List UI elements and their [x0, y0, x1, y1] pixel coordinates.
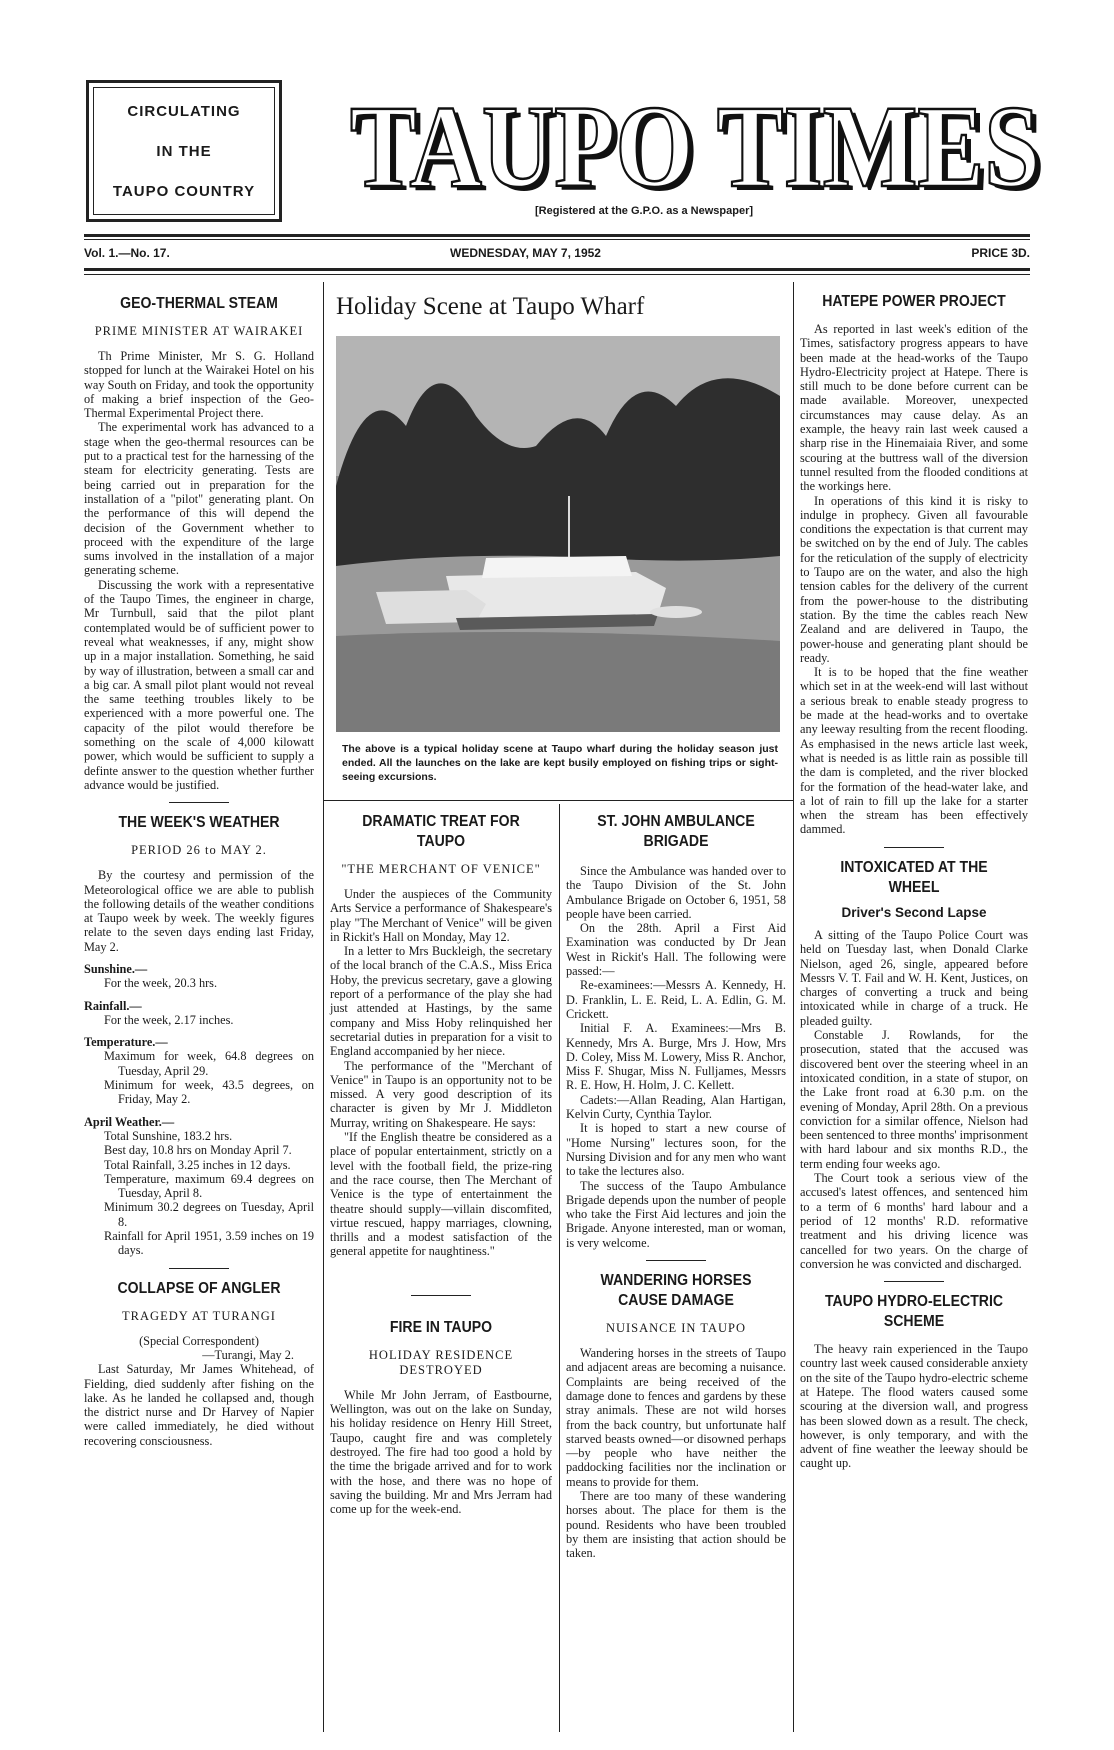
- angler-place: —Turangi, May 2.: [202, 1347, 294, 1362]
- ambulance-headline: ST. JOHN AMBULANCE BRIGADE: [597, 813, 755, 850]
- angler-body: Last Saturday, Mr James Whitehead, of Fielding, died suddenly after fishing on the lake. As he landed he collapsed and, though the district nurse and Dr Harvey of Napier were called immediately, he died without recovering consciousness.: [84, 1362, 314, 1448]
- temperature-label: Temperature.—: [84, 1035, 168, 1050]
- geothermal-subhead: PRIME MINISTER AT WAIRAKEI: [94, 324, 304, 338]
- angler-subhead: TRAGEDY AT TURANGI: [122, 1308, 276, 1323]
- wharf-photo: [336, 336, 780, 732]
- angler-correspondent: (Special Correspondent): [139, 1333, 259, 1348]
- horses-subhead: NUISANCE IN TAUPO: [605, 1321, 747, 1336]
- hydro-body: The heavy rain experienced in the Taupo country last week caused considerable anxiety on the site of the Taupo hydro-electric scheme at Hatepe. The flood waters caused some scouring at the diversion wall, and progress has been slowed down as a result. The check, however, is only temporary, and with the advent of fine weather the leeway should be caught up.: [800, 1342, 1028, 1471]
- geothermal-paragraph: Th Prime Minister, Mr S. G. Holland stopped for lunch at the Wairakei Hotel on his way South on Friday, and took the opportunity of making a brief inspection of the Geo-Thermal Experimental Project there.: [84, 349, 314, 421]
- column-center-left: [330, 812, 552, 1516]
- ambulance-paragraph: Since the Ambulance was handed over to the Taupo Division of the St. John Ambulance Brigade on October 6, 1951, 58 people have been carried.: [566, 864, 786, 921]
- fire-subhead: HOLIDAY RESIDENCE DESTROYED: [368, 1347, 514, 1377]
- dramatic-paragraph: The performance of the "Merchant of Venice" in Taupo is an opportunity not to be missed. A very good description of its character is given by Mr J. Middleton Murray, writing on Shakespeare. He says:: [330, 1058, 552, 1130]
- column-rule-3: [559, 804, 560, 1732]
- april-min: Minimum 30.2 degrees on Tuesday, April 8.: [104, 1200, 314, 1229]
- horses-headline: WANDERING HORSES CAUSE DAMAGE: [600, 1272, 752, 1310]
- intoxicated-paragraph: A sitting of the Taupo Police Court was held on Tuesday last, when Donald Clarke Nielson, aged 26, single, appeared before Messrs V. T. Fail and W. H. Kent, Justices, on charges of converting a truck and being intoxicated while in charge of a truck. He pleaded guilty.: [800, 927, 1028, 1028]
- dramatic-paragraph: "If the English theatre be considered as a place of popular entertainment, strictly on a level with the football field, the prize-ring and the race course, then The Merchant of Venice is the type of entertainment the theatre should supply—villain discomfited, virtue rescued, happy marriages, clowning, thrills and a modest satisfaction of the general appetite for naughtiness.": [330, 1130, 552, 1259]
- april-rainfall: Total Rainfall, 3.25 inches in 12 days.: [104, 1157, 291, 1172]
- temperature-max: Maximum for week, 64.8 degrees on Tuesday, April 29.: [104, 1049, 314, 1078]
- ambulance-paragraph: On the 28th. April a First Aid Examination was conducted by Dr Jean West in Rickit's Hall. The following were passed:—: [566, 921, 786, 979]
- volume-number: Vol. 1.—No. 17.: [84, 246, 170, 260]
- fire-headline: FIRE IN TAUPO: [389, 1318, 493, 1336]
- ambulance-paragraph: It is hoped to start a new course of "Home Nursing" lectures soon, for the Nursing Division and for any men who want to take the lectures also.: [566, 1121, 786, 1179]
- circulating-line3: TAUPO COUNTRY: [112, 182, 256, 200]
- intoxicated-paragraph: The Court took a serious view of the accused's latest offences, and sentenced him to a term of 6 months' hard labour and a period of 12 months' R.D. reformative treatment and his driving licence was cancelled for two years. On the charge of conversion he was convicted and discharged.: [800, 1171, 1028, 1271]
- weather-subhead: PERIOD 26 to MAY 2.: [131, 843, 267, 858]
- dateline-rule-thin: [84, 274, 1030, 275]
- dateline: [84, 246, 1030, 264]
- dramatic-paragraph: Under the auspieces of the Community Arts Service a performance of Shakespeare's play "The Merchant of Venice" will be given in Rickit's Hall on Monday, May 12.: [330, 887, 552, 944]
- dramatic-headline: DRAMATIC TREAT FOR TAUPO: [362, 813, 520, 850]
- circulating-line1: CIRCULATING: [127, 102, 241, 120]
- geothermal-paragraph: Discussing the work with a representative of the Taupo Times, the engineer in charge, Mr Turnbull, said that the pilot plant contemplated would be of sufficient power to reveal what weaknesses, if any, might show up in a major installation. Something, he said by way of illustration, between a small car and a big car. A small pilot plant would not reveal the same teething troubles likely to be experienced with a more powerful one. The capacity of the pilot would therefore be something on the scale of 4,000 kilowatt power, which would be sufficient to supply a definte answer to the question whether further advance would be justified.: [84, 577, 314, 792]
- masthead-title-face: TAUPO TIMES: [350, 81, 1040, 200]
- intoxicated-headline: INTOXICATED AT THE WHEEL: [840, 858, 988, 896]
- section-rule: [646, 1260, 706, 1261]
- april-max: Temperature, maximum 69.4 degrees on Tuesday, April 8.: [104, 1171, 314, 1201]
- hatepe-headline: HATEPE POWER PROJECT: [822, 293, 1006, 310]
- angler-headline: COLLAPSE OF ANGLER: [117, 1279, 281, 1297]
- april-sunshine: Total Sunshine, 183.2 hrs.: [104, 1128, 233, 1143]
- rainfall-label: Rainfall.—: [84, 998, 142, 1013]
- circulating-box: [86, 80, 282, 222]
- circulating-line2: IN THE: [156, 142, 212, 160]
- section-rule: [411, 1295, 471, 1296]
- ambulance-paragraph: The success of the Taupo Ambulance Brigade depends upon the number of people who take the First Aid lectures and join the Brigade. Anyone interested, man or woman, is very welcome.: [566, 1178, 786, 1250]
- weather-details: [84, 962, 314, 1258]
- top-rule-thin: [84, 239, 1030, 240]
- price: PRICE 3D.: [971, 246, 1030, 260]
- intoxicated-subhead: Driver's Second Lapse: [841, 904, 987, 920]
- horses-paragraph: Wandering horses in the streets of Taupo and adjacent areas are becoming a nuisance. Complaints are being received of the damage done to fences and gardens by these stray animals. These are not wild horses from the back country, but unfortunate half starved beasts owned—or disowned perhaps—by people who have neither the paddocking facilities nor the inclination or means to provide for them.: [566, 1346, 786, 1489]
- rainfall-value: For the week, 2.17 inches.: [104, 1012, 234, 1027]
- top-rule: [84, 234, 1030, 237]
- dateline-rule: [84, 268, 1030, 271]
- temperature-min: Minimum for week, 43.5 degrees, on Friday, May 2.: [104, 1078, 314, 1107]
- masthead-title: [345, 80, 1045, 200]
- section-rule: [884, 847, 944, 848]
- geothermal-headline: GEO-THERMAL STEAM: [120, 295, 278, 312]
- column-rule-1: [323, 282, 324, 1732]
- section-rule: [884, 1281, 944, 1282]
- april-1951: Rainfall for April 1951, 3.59 inches on 19 days.: [104, 1229, 314, 1258]
- registered-note: [Registered at the G.P.O. as a Newspaper]: [535, 205, 754, 217]
- ambulance-paragraph: Cadets:—Allan Reading, Alan Hartigan, Kelvin Curty, Cynthia Taylor.: [566, 1092, 786, 1122]
- column-right: [800, 292, 1028, 1471]
- weather-intro: By the courtesy and permission of the Meteorological office we are able to publish the following details of the weather conditions at Taupo week by week. The weekly figures relate to the seven days ending last Friday, May 2.: [84, 868, 314, 954]
- ambulance-paragraph: Initial F. A. Examinees:—Mrs B. Kennedy, Mrs A. Burge, Mrs J. How, Mrs D. Coley, Miss M. Lowery, Miss R. Anchor, Miss F. Shugar, Miss N. Fulljames, Messrs R. E. How, H. Holm, J. C. Kellett.: [566, 1021, 786, 1093]
- photo-box-rule: [323, 800, 793, 801]
- fire-body: While Mr John Jerram, of Eastbourne, Wellington, was out on the lake on Sunday, his holiday residence on Henry Hill Street, Taupo, caught fire and was completely destroyed. The fire had too good a hold by the time the brigade arrived and for to work with the hose, and there was no hope of saving the building. Mr and Mrs Jerram had come up for the week-end.: [330, 1387, 552, 1517]
- wharf-headline: Holiday Scene at Taupo Wharf: [336, 293, 645, 320]
- masthead-title-shadow: TAUPO TIMES: [355, 85, 1045, 200]
- ambulance-paragraph: Re-examinees:—Messrs A. Kennedy, H. D. Franklin, L. E. Reid, L. A. Edlin, G. M. Crickett.: [566, 978, 786, 1021]
- april-best-day: Best day, 10.8 hrs on Monday April 7.: [104, 1143, 292, 1158]
- column-center-right: [566, 812, 786, 1560]
- section-rule: [169, 802, 229, 803]
- hatepe-paragraph: As reported in last week's edition of the Times, satisfactory progress appears to have been made at the head-works of the Taupo Hydro-Electricity project at Hatepe. There is still much to be done before current can be made available. Moreover, unexpected circumstances may cause delay. As an example, the heavy rain last week caused a sharp rise in the Hinemaiaia River, and some scouring at the buttress wall of the diversion tunnel resulted from the flooded conditions at the workings here.: [800, 322, 1028, 494]
- weather-headline: THE WEEK'S WEATHER: [118, 814, 280, 832]
- sunshine-label: Sunshine.—: [84, 961, 148, 976]
- wharf-caption: The above is a typical holiday scene at Taupo wharf during the holiday season just ended. All the launches on the lake are kept busily employed on fishing trips or sight-seeing excursions.: [342, 743, 778, 783]
- hatepe-paragraph: In operations of this kind it is risky to indulge in prophecy. Given all favourable conditions the expectation is that current may be switched on by the end of July. The cables for the reticulation of the supply of electricity to Taupo are on the water, and also the high tension cables for the delivery of the current from the power-house to the distributing station. By the time the cables reach New Zealand and are delivered in Taupo, the power-house and generating plant should be ready.: [800, 493, 1028, 665]
- column-left: [84, 294, 314, 1448]
- column-rule-2: [793, 282, 794, 1732]
- geothermal-paragraph: The experimental work has advanced to a stage when the geo-thermal resources can be put to a practical test for the harnessing of the steam for electricity generating. Tests are being carried out in preparation for the installation of a "pilot" generating plant. On the performance of this will depend the decision of the Government whether to proceed with the expenditure of the large sums involved in the installation of a major generating scheme.: [84, 420, 314, 578]
- intoxicated-paragraph: Constable J. Rowlands, for the prosecution, stated that the accused was discovered bent over the steering wheel in an intoxicated condition, in a state of stupor, on the Lake front road at 6.30 p.m. on the evening of Monday, April 28th. On a previous conviction for a similar offence, Nielson had been sentenced to three months' imprisonment with hard labour and six months R.D., the term ending four weeks ago.: [800, 1028, 1028, 1171]
- hydro-headline: TAUPO HYDRO-ELECTRIC SCHEME: [824, 1293, 1004, 1331]
- dramatic-paragraph: In a letter to Mrs Buckleigh, the secretary of the local branch of the C.A.S., Miss Erica Hoby, the previcus secretary, gave a glowing report of a performance of the play she had just attended at Hastings, by the same company and Miss Hoby relinquished her secretarial duties in preparation for a visit to England accompanied by her niece.: [330, 944, 552, 1059]
- sunshine-value: For the week, 20.3 hrs.: [104, 976, 218, 991]
- dramatic-subhead: "THE MERCHANT OF VENICE": [341, 862, 541, 876]
- horses-paragraph: There are too many of these wandering horses about. The place for them is the pound. Residents who have been troubled by them are insisting that action should be taken.: [566, 1488, 786, 1561]
- issue-date: WEDNESDAY, MAY 7, 1952: [450, 246, 601, 260]
- hatepe-paragraph: It is to be hoped that the fine weather which set in at the week-end will last without a serious break to enable steady progress to be made at the head-works and to overtake any leeway resulting from the recent flooding. As emphasised in the news article last week, what is needed is as little rain as possible till the dam is completed, and the river blocked for the formation of the head-water lake, and a lot of rain to fill up the lake for a starter when the stream has been effectively dammed.: [800, 665, 1028, 837]
- section-rule: [169, 1268, 229, 1269]
- april-weather-label: April Weather.—: [84, 1114, 175, 1129]
